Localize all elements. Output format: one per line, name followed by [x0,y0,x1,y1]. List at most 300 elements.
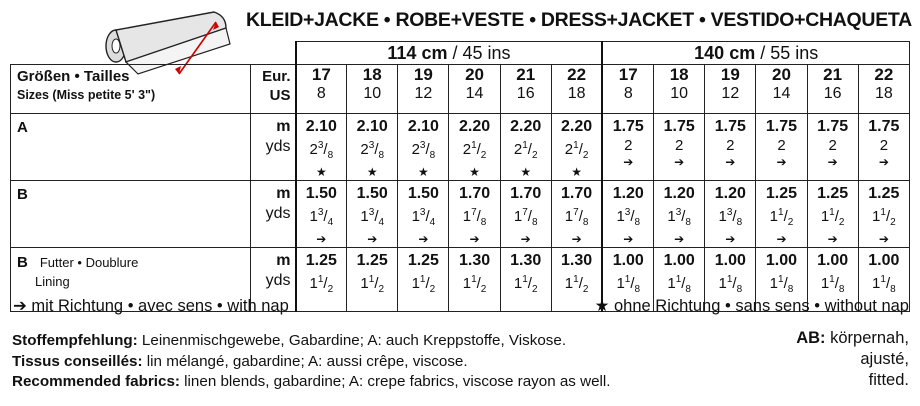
unit-yds: yds [265,138,291,155]
width-header-row [11,42,910,65]
yards-den: 8 [582,217,589,228]
yardage-cell [551,181,602,248]
us-size: 8 [316,85,326,102]
yards-value [859,136,909,155]
meters-value: 1.25 [868,185,900,202]
yards-den: 2 [890,217,896,228]
size-cell [296,65,347,114]
width-140-header: 140 cm / 55 ins [602,42,909,65]
eur-size: 21 [516,65,536,84]
yards-den: 2 [480,150,487,161]
yards-whole: 2 [309,141,318,158]
sizes-label [11,65,251,114]
nap-symbol: ➔ [469,232,480,246]
yards-whole: 1 [309,275,318,292]
header-blank [11,42,296,65]
us-size: 12 [721,85,740,102]
eur-size: 18 [362,65,382,84]
yards-value: $1^3/_4$ [360,207,385,228]
yards-value: $1^7/_8$ [564,207,589,228]
yards-value: $1^1/_2$ [564,274,589,295]
yards-num: 1 [573,274,579,285]
eur-size: 19 [720,65,740,84]
us-size: 14 [772,85,791,102]
nap-symbol: ➔ [316,232,327,246]
meters-value: 1.70 [458,185,491,202]
yardage-cell [449,248,500,312]
yards-value: $1^3/_4$ [309,207,334,228]
size-cell [398,65,449,114]
width-cm: 140 cm [694,42,756,63]
fit-line-1 [796,328,909,349]
yardage-cell [756,181,807,248]
yards-num: 1 [624,274,631,285]
nap-symbol: ★ [315,165,327,179]
width-ins: 55 ins [770,42,819,63]
yards-whole: 2 [828,137,837,154]
meters-value: 1.20 [663,185,695,202]
size-cell [551,65,602,114]
row-sub: Futter • Doublure [39,255,139,270]
yards-num: 1 [573,140,579,151]
yards-den: 2 [582,284,589,295]
meters-value: 1.50 [305,185,337,202]
yardage-cell [807,114,858,181]
fit-line-3: fitted. [868,371,909,389]
us-size: 18 [874,85,893,102]
nap-symbol: ➔ [827,155,838,169]
yards-value: $1^1/_2$ [513,274,538,295]
yards-den: 8 [838,284,845,295]
legend-with-nap: ➔ mit Richtung • avec sens • with nap [13,297,289,315]
yards-num: 1 [829,274,835,285]
unit-yds: yds [265,205,291,222]
yardage-cell [347,114,398,181]
yards-den: 8 [429,150,436,161]
yards-whole: 2 [726,137,735,154]
nap-symbol: ➔ [725,232,736,246]
nap-symbol: ➔ [674,232,685,246]
yardage-cell [551,114,602,181]
meters-value: 1.00 [765,252,798,269]
nap-symbol: ➔ [878,155,889,169]
fabric-line-de [12,331,611,352]
unit-cell [251,114,296,181]
fit-line-2: ajusté, [860,350,909,368]
yards-value: $1^3/_8$ [616,207,641,228]
yards-num: 7 [471,207,477,218]
yardage-cell [705,181,756,248]
size-cell [449,65,500,114]
yards-den: 8 [736,284,743,295]
yards-value: $1^1/_8$ [667,274,691,295]
yards-whole: 1 [718,208,727,225]
yards-den: 2 [582,150,589,161]
yards-den: 8 [736,217,743,228]
yardage-cell [449,181,500,248]
nap-symbol: ➔ [571,232,582,246]
yards-num: 1 [317,274,324,285]
size-cell [654,65,705,114]
yards-value: $1^1/_8$ [769,274,794,295]
yards-den: 8 [685,217,691,228]
fabric-line-fr [12,352,611,373]
fit-label: AB: [796,329,826,347]
eur-size: 17 [311,65,331,84]
size-system-label [251,65,296,114]
meters-value: 1.75 [765,118,798,135]
yards-whole: 2 [777,137,786,154]
fabric-text: lin mélangé, gabardine; A: aussi crêpe, viscose. [142,352,468,370]
yards-whole: 1 [462,275,472,292]
yards-num: 3 [624,207,631,218]
meters-value: 1.50 [407,185,439,202]
yards-den: 8 [685,284,691,295]
yards-num: 1 [368,274,375,285]
yardage-cell [347,248,398,312]
yardage-cell [449,114,500,181]
yards-den: 8 [327,150,334,161]
row-sub2: Lining [35,274,70,289]
meters-value: 1.50 [356,185,388,202]
yards-value: $1^3/_4$ [411,207,436,228]
sizes-label-line2: Sizes (Miss petite 5' 3") [17,88,156,102]
legend-without-nap: ★ ohne Richtung • sans sens • without nap [594,297,909,315]
yards-whole: 2 [462,141,472,158]
size-cell [602,65,653,114]
yards-num: 1 [419,274,426,285]
unit-yds: yds [265,272,291,289]
us-size: 10 [670,85,689,102]
eur-size: 21 [823,65,843,84]
yardage-cell [500,248,551,312]
meters-value: 1.30 [510,252,542,269]
nap-symbol: ★ [366,165,378,179]
yards-value: $1^7/_8$ [513,207,538,228]
yards-whole: 1 [820,275,830,292]
nap-symbol: ➔ [623,155,634,169]
meters-value: 1.75 [612,118,644,135]
yards-value: $1^1/_2$ [462,274,487,295]
meters-value: 2.10 [407,118,439,135]
yards-whole: 2 [879,137,889,154]
yards-value: $2^1/_2$ [462,140,487,161]
us-size: 14 [465,85,484,102]
yardage-cell [347,181,398,248]
fabric-label: Stoffempfehlung: [12,332,138,349]
width-ins: 45 ins [462,42,511,63]
meters-value: 2.20 [510,118,542,135]
meters-value: 2.20 [458,118,491,135]
meters-value: 1.25 [356,252,388,269]
fabric-label: Recommended fabrics: [12,373,180,390]
nap-symbol: ★ [469,165,480,179]
yards-whole: 1 [564,275,574,292]
yards-whole: 1 [718,275,727,292]
meters-value: 1.00 [868,252,900,269]
eur-label: Eur. [262,68,291,85]
meters-value: 2.20 [561,118,593,135]
yards-value: $1^7/_8$ [462,207,487,228]
fit-text: körpernah, [825,329,909,347]
yards-num: 3 [726,207,733,218]
nap-symbol: ➔ [674,155,685,169]
yards-den: 8 [890,284,896,295]
yards-num: 1 [471,274,477,285]
yards-num: 3 [419,140,426,151]
meters-value: 1.75 [868,118,900,135]
nap-symbol: ➔ [827,232,838,246]
yardage-rows [11,114,910,312]
fabric-line-en [12,372,611,393]
yardage-cell [705,114,756,181]
yardage-table [10,41,910,312]
page-title: KLEID+JACKE • ROBE+VESTE • DRESS+JACKET • VESTIDO+CHAQUETA [246,9,912,31]
meters-value: 1.00 [663,252,695,269]
yardage-cell [398,114,449,181]
yards-value: $2^1/_2$ [513,140,538,161]
meters-value: 1.20 [612,185,644,202]
us-size: 8 [623,85,633,102]
nap-symbol: ➔ [623,232,634,246]
yards-whole: 1 [820,208,830,225]
width-114-header: 114 cm / 45 ins [296,42,603,65]
yardage-cell [296,114,347,181]
yards-value [654,136,704,155]
nap-symbol: ➔ [725,155,736,169]
yards-value: $1^3/_8$ [667,207,691,228]
row-label [11,181,251,248]
yards-whole: 1 [411,275,420,292]
yards-num: 1 [675,274,682,285]
eur-size: 20 [772,65,791,84]
size-cell [347,65,398,114]
yardage-cell [296,181,347,248]
yards-den: 8 [634,217,641,228]
nap-symbol: ➔ [367,232,378,246]
yards-num: 3 [368,140,375,151]
size-cell [705,65,756,114]
yards-value: $1^1/_2$ [309,274,334,295]
meters-value: 1.75 [714,118,746,135]
meters-value: 2.10 [305,118,337,135]
yardage-cell [858,181,909,248]
us-size: 18 [567,85,586,102]
yards-value: $2^3/_8$ [309,140,334,161]
nap-symbol: ➔ [776,155,787,169]
meters-value: 1.20 [714,185,746,202]
meters-value: 1.00 [714,252,746,269]
meters-value: 1.25 [407,252,439,269]
yards-num: 1 [522,140,528,151]
us-size: 12 [414,85,433,102]
yards-num: 1 [778,207,784,218]
yardage-cell [602,114,653,181]
yards-whole: 2 [411,141,420,158]
meters-value: 1.70 [561,185,593,202]
eur-size: 18 [669,65,689,84]
nap-symbol: ➔ [418,232,429,246]
yards-num: 1 [471,140,477,151]
unit-m: m [276,185,291,202]
yards-den: 4 [378,217,385,228]
yards-num: 7 [522,207,528,218]
yards-value: $1^1/_8$ [616,274,641,295]
yards-den: 4 [429,217,436,228]
sizes-label-line1: Größen • Tailles [17,68,130,85]
yards-value: $1^1/_8$ [820,274,845,295]
yardage-cell [858,114,909,181]
yards-value: $2^3/_8$ [411,140,436,161]
us-size: 16 [823,85,842,102]
nap-symbol: ★ [418,165,429,179]
nap-symbol: ★ [520,165,532,179]
yards-den: 2 [429,284,436,295]
yards-whole: 2 [513,141,523,158]
meters-value: 1.00 [612,252,644,269]
yardage-row [11,114,910,181]
meters-value: 1.25 [765,185,798,202]
yards-num: 3 [317,140,324,151]
yards-whole: 2 [360,141,369,158]
yards-value: $1^1/_2$ [360,274,385,295]
nap-symbol: ➔ [878,232,889,246]
row-letter: B [17,186,28,203]
yards-num: 1 [880,207,886,218]
yards-whole: 2 [564,141,574,158]
yards-value: $1^1/_2$ [769,207,794,228]
yards-den: 8 [378,150,385,161]
yards-whole: 1 [872,208,881,225]
sizes-row [11,65,910,114]
yards-whole: 1 [360,208,369,225]
width-cm: 114 cm [387,42,448,63]
yards-den: 2 [838,217,845,228]
row-letter: A [17,119,28,136]
meters-value: 1.70 [510,185,542,202]
yardage-cell [654,114,705,181]
yards-whole: 1 [564,208,574,225]
yards-value: $1^1/_8$ [718,274,743,295]
yardage-cell [602,181,653,248]
yards-den: 8 [634,284,641,295]
size-cell [500,65,551,114]
nap-symbol: ★ [571,165,582,179]
size-cell [807,65,858,114]
row-label [11,114,251,181]
yards-whole: 2 [675,137,684,154]
yards-whole: 1 [462,208,472,225]
meters-value: 1.25 [817,185,849,202]
yards-den: 2 [787,217,794,228]
meters-value: 1.30 [458,252,491,269]
yards-whole: 1 [616,208,625,225]
yards-whole: 1 [309,208,318,225]
yards-whole: 1 [513,208,523,225]
yards-den: 2 [531,284,538,295]
yards-num: 7 [573,207,579,218]
fabric-label: Tissus conseillés: [12,352,143,370]
yards-den: 4 [327,217,334,228]
yards-num: 3 [368,207,375,218]
yards-den: 2 [378,284,385,295]
yards-value [705,136,755,155]
yards-value [603,136,653,155]
yards-num: 3 [317,207,324,218]
yards-value: $1^1/_2$ [411,274,436,295]
yardage-cell [398,181,449,248]
meters-value: 1.30 [561,252,593,269]
eur-size: 19 [413,65,433,84]
yards-whole: 1 [769,208,778,225]
fabric-text: linen blends, gabardine; A: crepe fabrics, viscose rayon as well. [179,373,611,390]
yardage-cell [296,248,347,312]
yards-value: $2^3/_8$ [360,140,385,161]
unit-m: m [276,118,291,135]
fabric-recommendations [12,331,611,393]
yards-whole: 2 [624,137,633,154]
yards-den: 8 [531,217,538,228]
yards-whole: 1 [667,275,676,292]
yards-whole: 1 [872,275,881,292]
yards-num: 1 [778,274,784,285]
yards-den: 2 [531,150,538,161]
fit-note [796,328,909,391]
yards-den: 2 [327,284,334,295]
us-size: 10 [363,85,382,102]
us-size: 16 [516,85,535,102]
yards-whole: 1 [513,275,523,292]
yards-whole: 1 [360,275,369,292]
meters-value: 1.00 [817,252,849,269]
eur-size: 22 [874,65,894,84]
yards-value: $1^1/_8$ [872,274,896,295]
meters-value: 1.75 [663,118,695,135]
nap-symbol: ➔ [776,232,787,246]
yards-value: $1^3/_8$ [718,207,743,228]
yardage-cell [756,114,807,181]
yards-whole: 1 [769,275,778,292]
yards-num: 3 [419,207,426,218]
size-cell [756,65,807,114]
yards-value [756,136,806,155]
meters-value: 1.25 [305,252,337,269]
eur-size: 20 [465,65,484,84]
yards-num: 1 [726,274,733,285]
yards-value: $1^1/_2$ [872,207,896,228]
yards-value [808,136,858,155]
yardage-cell [807,181,858,248]
yardage-cell [654,181,705,248]
meters-value: 1.75 [817,118,849,135]
yards-den: 8 [787,284,794,295]
yardage-cell [398,248,449,312]
yards-num: 1 [522,274,528,285]
meters-value: 2.10 [356,118,388,135]
row-letter: B [17,254,28,271]
yards-num: 1 [829,207,835,218]
eur-size: 22 [567,65,587,84]
yards-num: 1 [880,274,886,285]
yards-whole: 1 [616,275,625,292]
eur-size: 17 [618,65,638,84]
yards-whole: 1 [667,208,676,225]
fabric-text: Leinenmischgewebe, Gabardine; A: auch Kreppstoffe, Viskose. [137,332,567,349]
yardage-cell [500,114,551,181]
yards-whole: 1 [411,208,420,225]
unit-cell [251,181,296,248]
unit-m: m [276,252,291,269]
